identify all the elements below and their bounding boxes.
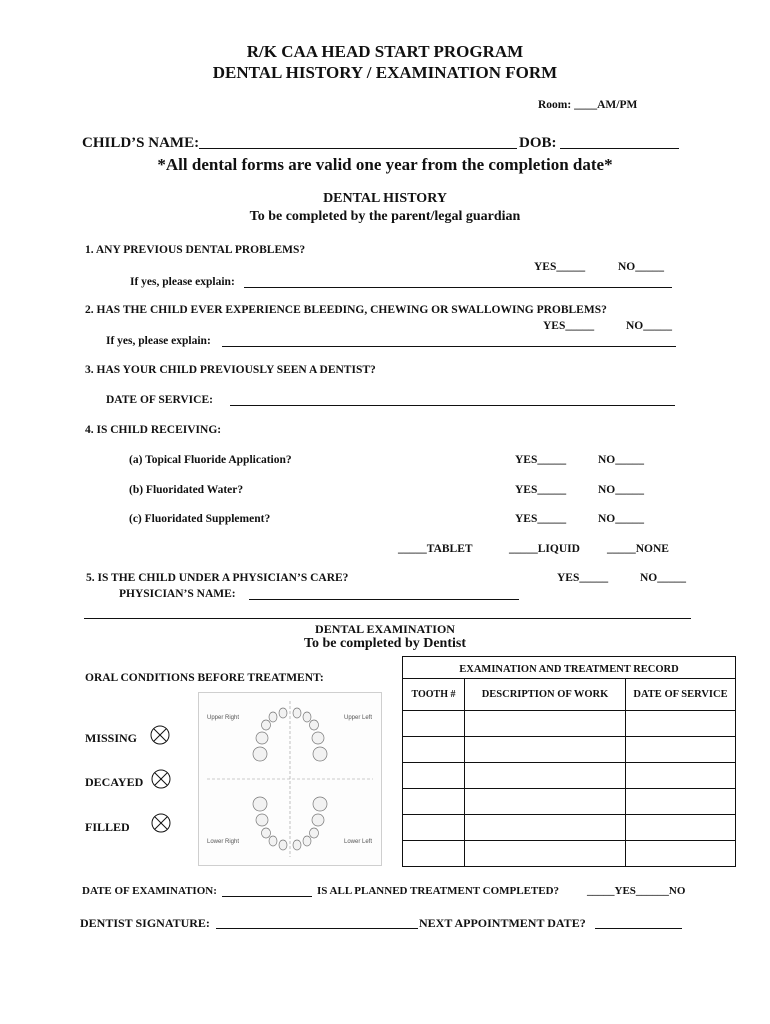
col-date-header: DATE OF SERVICE [626, 679, 736, 711]
history-heading: DENTAL HISTORY [323, 191, 447, 206]
q2-yes[interactable]: YES_____ [543, 320, 595, 332]
upper-left-label: Upper Left [344, 715, 373, 721]
question-2: 2. HAS THE CHILD EVER EXPERIENCE BLEEDING, CHEWING OR SWALLOWING PROBLEMS? [85, 304, 607, 316]
dentist-signature-field[interactable] [216, 928, 418, 929]
q1-explain-label: If yes, please explain: [130, 276, 235, 288]
next-appointment-label: NEXT APPOINTMENT DATE? [419, 916, 586, 930]
physician-name-label: PHYSICIAN’S NAME: [119, 588, 236, 600]
date-of-exam-label: DATE OF EXAMINATION: [82, 885, 217, 897]
oral-conditions-label: ORAL CONDITIONS BEFORE TREATMENT: [85, 672, 324, 684]
lower-right-label: Lower Right [207, 839, 240, 845]
date-of-exam-field[interactable] [222, 896, 312, 897]
child-name-field[interactable] [199, 148, 517, 149]
section-divider [84, 618, 691, 619]
tablet-option[interactable]: _____TABLET [398, 543, 473, 555]
planned-treatment-yes-no[interactable]: _____YES______NO [587, 885, 686, 897]
table-row[interactable] [403, 815, 736, 841]
q1-explain-field[interactable] [244, 287, 672, 288]
q5-yes[interactable]: YES_____ [557, 572, 609, 584]
child-name-label: CHILD’S NAME: [82, 135, 200, 151]
missing-x-icon [150, 725, 170, 745]
planned-treatment-label: IS ALL PLANNED TREATMENT COMPLETED? [317, 885, 560, 897]
dob-field[interactable] [560, 148, 679, 149]
filled-x-icon [151, 813, 171, 833]
q4a-no[interactable]: NO_____ [598, 454, 644, 466]
table-row[interactable] [403, 789, 736, 815]
table-row[interactable] [403, 737, 736, 763]
q4c-label: (c) Fluoridated Supplement? [129, 513, 271, 525]
q4c-no[interactable]: NO_____ [598, 513, 644, 525]
history-subheading: To be completed by the parent/legal guardian [249, 209, 521, 224]
q1-no[interactable]: NO_____ [618, 261, 664, 273]
col-tooth-header: TOOTH # [403, 679, 465, 711]
lower-left-label: Lower Left [344, 839, 373, 845]
form-title: R/K CAA HEAD START PROGRAM [246, 42, 524, 61]
table-row[interactable] [403, 711, 736, 737]
room-field[interactable]: Room: ____AM/PM [538, 99, 638, 111]
date-of-service-field[interactable] [230, 405, 675, 406]
q4a-label: (a) Topical Fluoride Application? [129, 454, 292, 466]
question-5: 5. IS THE CHILD UNDER A PHYSICIAN’S CARE? [86, 572, 349, 584]
dob-label: DOB: [519, 135, 557, 151]
q2-explain-field[interactable] [222, 346, 676, 347]
q4b-no[interactable]: NO_____ [598, 484, 644, 496]
question-1: 1. ANY PREVIOUS DENTAL PROBLEMS? [85, 244, 306, 256]
table-row[interactable] [403, 763, 736, 789]
q4c-yes[interactable]: YES_____ [515, 513, 567, 525]
exam-heading: DENTAL EXAMINATION [315, 622, 455, 636]
q4a-yes[interactable]: YES_____ [515, 454, 567, 466]
col-description-header: DESCRIPTION OF WORK [465, 679, 626, 711]
next-appointment-field[interactable] [595, 928, 682, 929]
table-row[interactable] [403, 841, 736, 867]
none-option[interactable]: _____NONE [607, 543, 669, 555]
q2-explain-label: If yes, please explain: [106, 335, 211, 347]
question-4: 4. IS CHILD RECEIVING: [85, 424, 222, 436]
record-title: EXAMINATION AND TREATMENT RECORD [403, 657, 736, 679]
q4b-yes[interactable]: YES_____ [515, 484, 567, 496]
date-of-service-label: DATE OF SERVICE: [106, 394, 213, 406]
missing-label: MISSING [85, 731, 138, 745]
q5-no[interactable]: NO_____ [640, 572, 686, 584]
q1-yes[interactable]: YES_____ [534, 261, 586, 273]
physician-name-field[interactable] [249, 599, 519, 600]
liquid-option[interactable]: _____LIQUID [509, 543, 580, 555]
tooth-chart [198, 692, 382, 866]
q4b-label: (b) Fluoridated Water? [129, 484, 244, 496]
question-3: 3. HAS YOUR CHILD PREVIOUSLY SEEN A DENTIST? [85, 364, 376, 376]
form-subtitle: DENTAL HISTORY / EXAMINATION FORM [212, 63, 558, 82]
upper-right-label: Upper Right [207, 715, 240, 721]
validity-note: *All dental forms are valid one year from the completion date* [157, 155, 613, 174]
q2-no[interactable]: NO_____ [626, 320, 672, 332]
treatment-record-table [402, 656, 736, 867]
decayed-label: DECAYED [85, 775, 144, 789]
decayed-x-icon [151, 769, 171, 789]
filled-label: FILLED [85, 820, 130, 834]
exam-subheading: To be completed by Dentist [303, 636, 467, 651]
dentist-signature-label: DENTIST SIGNATURE: [80, 916, 210, 930]
